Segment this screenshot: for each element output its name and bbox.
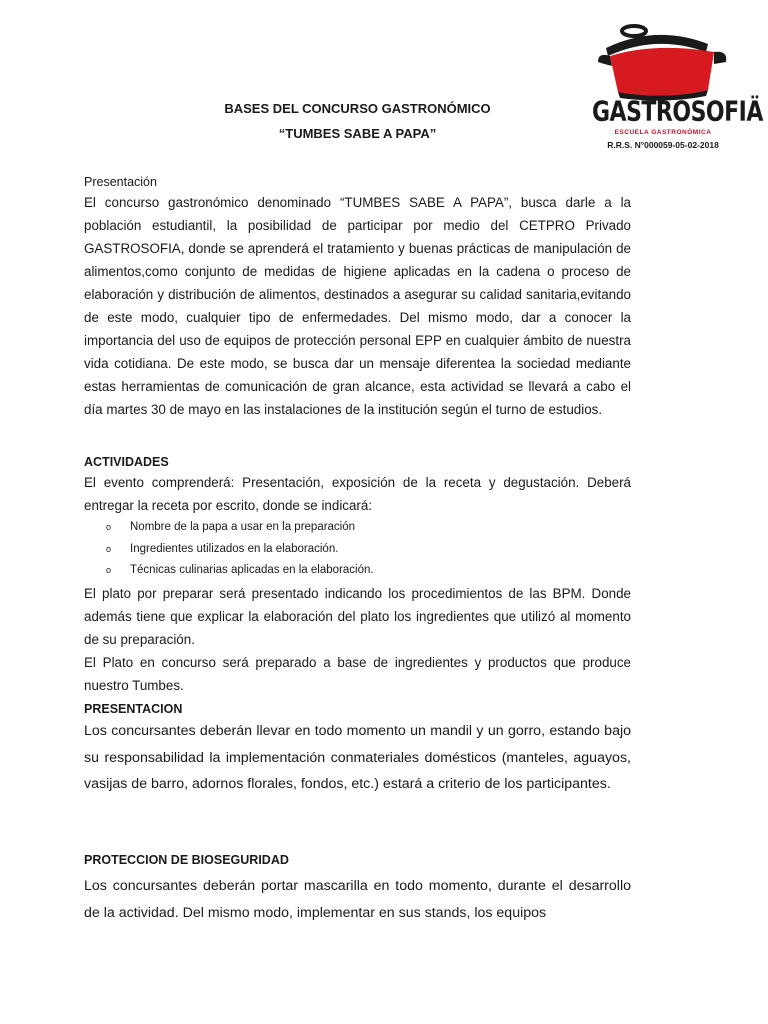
actividades-paragraph-2: El plato por preparar será presentado indicando los procedimientos de las BPM. Donde además tiene que explicar la elaboración del plato los ingredientes que utilizó al momento de su preparación. <box>84 585 631 647</box>
gastrosofia-logo <box>592 22 763 150</box>
bullet-icon: o <box>106 543 112 554</box>
logo-registration: R.R.S. N°000059-05-02-2018 <box>607 140 719 150</box>
presentacion-body: El concurso gastronómico denominado “TUMBES SABE A PAPA”, busca darle a la población estudiantil, la posibilidad de participar por medio del CETPRO Privado GASTROSOFIA, donde se aprenderá el tratamiento y buenas prácticas de manipulación de alimentos,como conjunto de medidas de higiene aplicadas en la cadena o proceso de elaboración y distribución de alimentos, destinados a asegurar su calidad sanitaria,evitando de este modo, cualquier tipo de enfermedades. Del mismo modo, dar a conocer la importancia del uso de equipos de protección personal EPP en cualquier ámbito de nuestra vida cotidiana. De este modo, se busca dar un mensaje diferentea la sociedad mediante estas herramientas de comunicación de gran alcance, esta actividad se llevará a cabo el día martes 30 de mayo en las instalaciones de la institución según el turno de estudios. <box>84 195 631 417</box>
document-subtitle: “TUMBES SABE A PAPA” <box>278 126 437 141</box>
logo-wordmark: GASTROSOFIÄ <box>592 96 763 129</box>
section-actividades <box>84 453 631 697</box>
actividades-heading: ACTIVIDADES <box>84 455 169 469</box>
actividades-intro: El evento comprenderá: Presentación, exposición de la receta y degustación. Deberá entregar la receta por escrito, donde se indicará: <box>84 475 631 513</box>
list-item: o Nombre de la papa a usar en la preparación <box>84 517 631 539</box>
bioseguridad-heading: PROTECCION DE BIOSEGURIDAD <box>84 853 289 867</box>
logo-subtitle: ESCUELA GASTRONÓMICA <box>614 129 712 136</box>
section-presentacion <box>84 173 631 421</box>
presentacion2-body: Los concursantes deberán llevar en todo momento un mandil y un gorro, estando bajo su responsabilidad la implementación conmateriales domésticos (manteles, aguayos, vasijas de barro, adornos florales, fondos, etc.) estará a criterio de los participantes. <box>84 723 631 792</box>
section-bioseguridad <box>84 851 631 926</box>
bioseguridad-body: Los concursantes deberán portar mascarilla en todo momento, durante el desarrollo de la actividad. Del mismo modo, implementar en sus stands, los equipos <box>84 878 631 921</box>
bullet-icon: o <box>106 565 112 575</box>
bullet-icon: o <box>106 522 112 532</box>
actividades-list <box>84 517 631 582</box>
section-presentacion-2 <box>84 700 631 798</box>
presentacion2-heading: PRESENTACION <box>84 702 183 716</box>
list-item: o Técnicas culinarias aplicadas en la elaboración. <box>84 560 631 582</box>
cooking-pot-icon <box>596 22 730 102</box>
actividades-paragraph-3: El Plato en concurso será preparado a base de ingredientes y productos que produce nuestro Tumbes. <box>84 654 631 693</box>
document-title: BASES DEL CONCURSO GASTRONÓMICO <box>224 101 491 116</box>
list-item: o Ingredientes utilizados en la elaboración. <box>84 539 631 561</box>
presentacion-label: Presentación <box>84 175 157 189</box>
